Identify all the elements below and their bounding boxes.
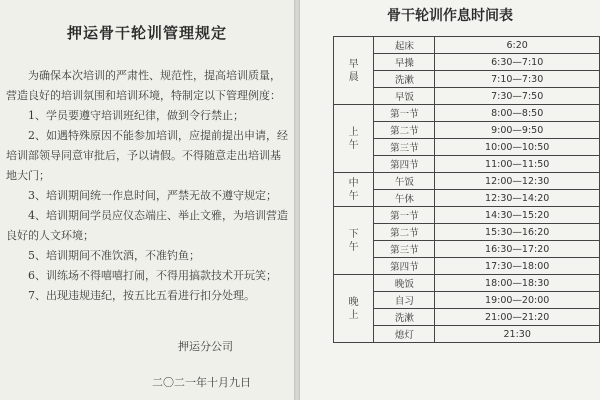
schedule-time: 6:20 (435, 37, 600, 54)
schedule-time: 17:30—18:00 (435, 258, 600, 275)
schedule-time: 19:00—20:00 (435, 292, 600, 309)
schedule-row (334, 122, 600, 139)
schedule-row (334, 139, 600, 156)
schedule-item: 熄灯 (374, 326, 435, 343)
period-label: 早 晨 (334, 37, 374, 105)
schedule-row (334, 292, 600, 309)
schedule-time: 21:00—21:20 (435, 309, 600, 326)
schedule-item: 午饭 (374, 173, 435, 190)
schedule-time: 21:30 (435, 326, 600, 343)
schedule-title: 骨干轮训作息时间表 (387, 8, 513, 24)
schedule-time: 12:30—14:20 (435, 190, 600, 207)
schedule-row (334, 105, 600, 122)
schedule-row (334, 224, 600, 241)
regulation-paragraph: 2、如遇特殊原因不能参加培训，应提前提出申请，经培训部领导同意审批后，予以请假。不得随意走出培训基地大门； (6, 129, 288, 182)
schedule-row (334, 241, 600, 258)
regulation-paragraph: 7、出现违规违纪，按五比五看进行扣分处理。 (28, 289, 255, 302)
schedule-time: 11:00—11:50 (435, 156, 600, 173)
regulations-body (6, 66, 288, 306)
period-label: 下 午 (334, 207, 374, 275)
schedule-time: 7:10—7:30 (435, 71, 600, 88)
schedule-row (334, 156, 600, 173)
schedule-time: 10:00—10:50 (435, 139, 600, 156)
regulation-paragraph: 3、培训期间统一作息时间，严禁无故不遵守规定； (28, 189, 277, 202)
regulations-title: 押运骨干轮训管理规定 (66, 24, 227, 42)
schedule-item: 第三节 (374, 139, 435, 156)
schedule-row (334, 309, 600, 326)
schedule-time: 9:00—9:50 (435, 122, 600, 139)
schedule-time: 15:30—16:20 (435, 224, 600, 241)
schedule-time: 16:30—17:20 (435, 241, 600, 258)
schedule-item: 自习 (374, 292, 435, 309)
schedule-item: 第一节 (374, 207, 435, 224)
schedule-time: 14:30—15:20 (435, 207, 600, 224)
schedule-row (334, 207, 600, 224)
schedule-item: 早操 (374, 54, 435, 71)
regulation-paragraph: 6、训练场不得嘻嘻打闹，不得用搞款技术开玩笑； (28, 269, 277, 282)
regulation-paragraph: 4、培训期间学员应仪态端庄、举止文雅，为培训营造良好的人文环境； (6, 209, 288, 242)
schedule-document (300, 0, 600, 400)
schedule-table (333, 36, 600, 343)
schedule-item: 第四节 (374, 156, 435, 173)
schedule-item: 午休 (374, 190, 435, 207)
period-label: 晚 上 (334, 275, 374, 343)
regulation-paragraph: 5、培训期间不准饮酒，不准钓鱼； (28, 249, 200, 262)
schedule-row (334, 190, 600, 207)
schedule-time: 8:00—8:50 (435, 105, 600, 122)
schedule-item: 起床 (374, 37, 435, 54)
regulations-document (0, 0, 294, 400)
schedule-row (334, 258, 600, 275)
schedule-item: 晚饭 (374, 275, 435, 292)
regulation-paragraph: 为确保本次培训的严肃性、规范性，提高培训质量，营造良好的培训氛围和培训环境，特制定以下管理例度： (6, 69, 281, 102)
schedule-item: 第二节 (374, 224, 435, 241)
schedule-row (334, 71, 600, 88)
schedule-row (334, 173, 600, 190)
schedule-row (334, 326, 600, 343)
schedule-item: 第四节 (374, 258, 435, 275)
schedule-time: 7:30—7:50 (435, 88, 600, 105)
signature-date: 二〇二一年十月九日 (152, 376, 251, 389)
schedule-item: 第三节 (374, 241, 435, 258)
schedule-row (334, 37, 600, 54)
period-label: 中 午 (334, 173, 374, 207)
signature-organization: 押运分公司 (178, 340, 233, 353)
schedule-row (334, 54, 600, 71)
schedule-time: 6:30—7:10 (435, 54, 600, 71)
schedule-item: 洗漱 (374, 309, 435, 326)
schedule-time: 12:00—12:30 (435, 173, 600, 190)
schedule-item: 第一节 (374, 105, 435, 122)
schedule-row (334, 88, 600, 105)
period-label: 上 午 (334, 105, 374, 173)
schedule-item: 早饭 (374, 88, 435, 105)
schedule-item: 洗漱 (374, 71, 435, 88)
schedule-row (334, 275, 600, 292)
schedule-time: 18:00—18:30 (435, 275, 600, 292)
schedule-item: 第二节 (374, 122, 435, 139)
regulation-paragraph: 1、学员要遵守培训班纪律，做到令行禁止； (28, 109, 244, 122)
